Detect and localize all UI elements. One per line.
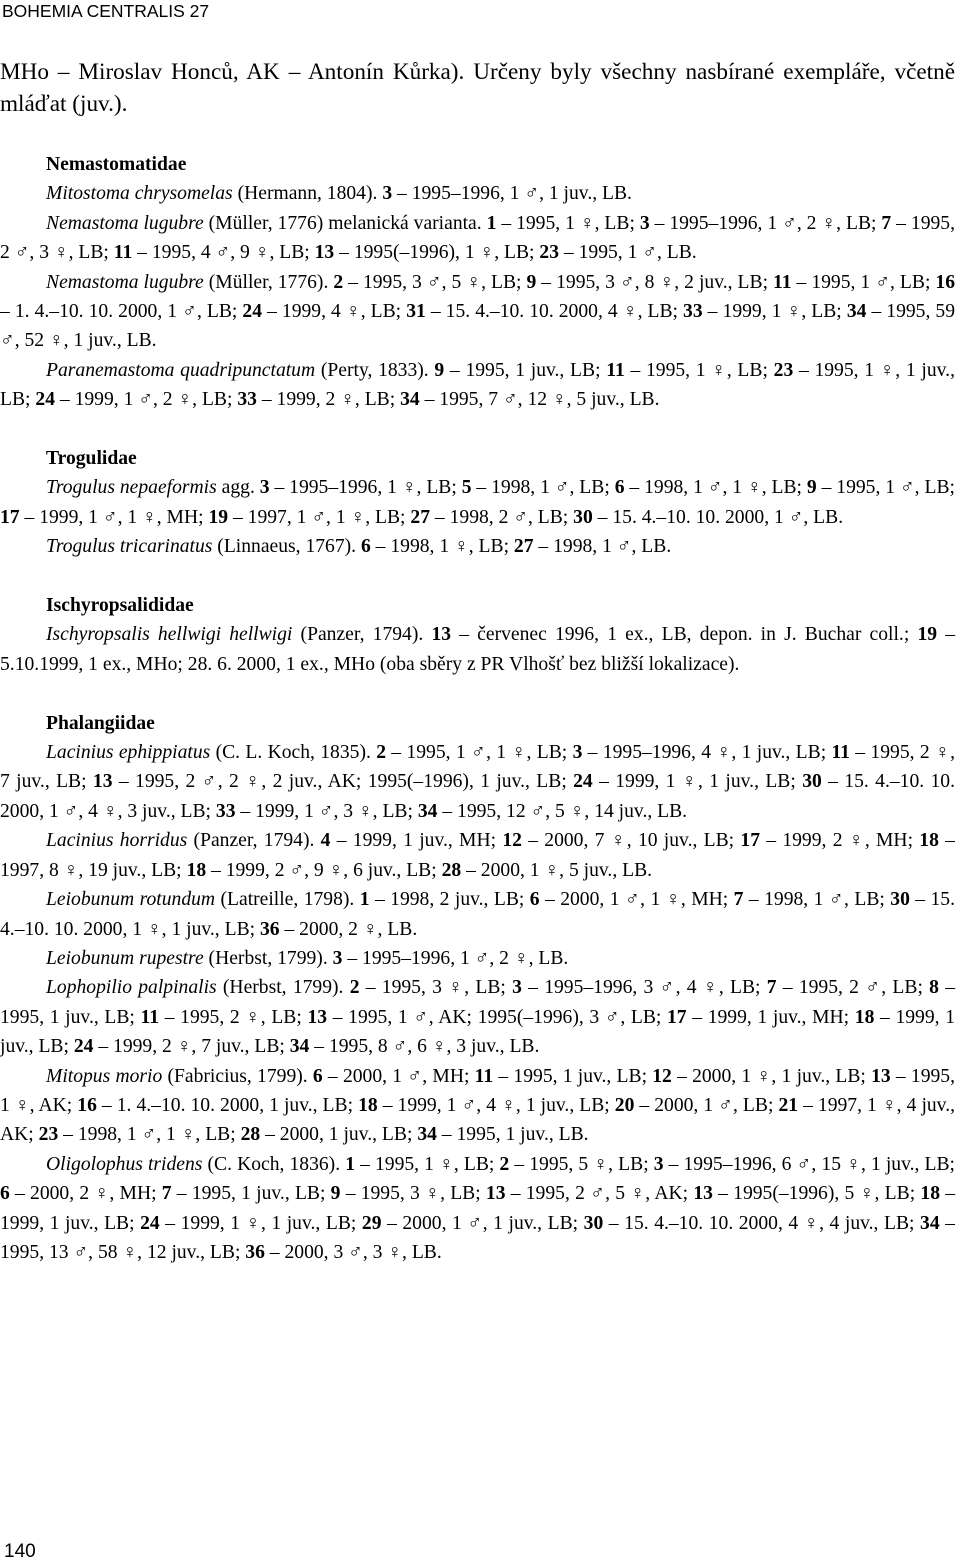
record-text: – 1995–1996, 1 ♂, 1 juv., LB. <box>392 183 632 205</box>
record-text: – 1995, 8 ♂, 6 ♀, 3 juv., LB. <box>309 1036 540 1058</box>
record-text: – 1995(–1996), 5 ♀, LB; <box>712 1183 921 1205</box>
site-number: 36 <box>259 918 280 940</box>
species-name: Leiobunum rupestre <box>46 947 204 969</box>
record-text: – 1995, 1 ♀, LB; <box>624 359 774 381</box>
record-text: – 1997, 1 ♂, 1 ♀, LB; <box>228 506 411 528</box>
record-text: – 1995, 3 ♂, 5 ♀, LB; <box>343 271 527 293</box>
record-text: – 1995–1996, 1 ♂, 2 ♀, LB. <box>342 947 569 969</box>
record-text: – 1995, 1 ♀, 1 juv., LB; <box>0 359 955 411</box>
site-number: 23 <box>773 359 794 381</box>
record-text: (Müller, 1776) melanická varianta. <box>203 212 487 234</box>
record-text: – 2000, 1 ♂, MH; <box>322 1065 475 1087</box>
species-entry <box>0 473 955 532</box>
site-number: 27 <box>513 536 534 558</box>
record-text: – 1999, 2 ♀, LB; <box>256 389 401 411</box>
site-number: 6 <box>312 1065 323 1087</box>
record-text: – 1999, 1 juv., LB; <box>0 1183 956 1234</box>
site-number: 11 <box>831 742 850 764</box>
site-number: 33 <box>683 301 703 323</box>
record-text: – 5.10.1999, 1 ex., MHo; 28. 6. 2000, 1 ex., MHo (oba sběry z PR Vlhošť bez bližší lokalizace). <box>0 624 955 675</box>
species-name: Nemastoma lugubre <box>46 271 204 293</box>
site-number: 4 <box>320 830 331 852</box>
site-number: 17 <box>0 506 20 528</box>
record-text: – červenec 1996, 1 ex., LB, depon. in J. Buchar coll.; <box>451 624 918 646</box>
record-text: (Perty, 1833). <box>315 359 435 381</box>
site-number: 36 <box>245 1241 265 1263</box>
record-text: – 1997, 8 ♀, 19 juv., LB; <box>0 830 955 881</box>
record-text: (Herbst, 1799). <box>203 947 333 969</box>
site-number: 13 <box>431 624 452 646</box>
site-number: 30 <box>583 1212 604 1234</box>
site-number: 1 <box>345 1153 355 1175</box>
record-text: – 1999, 1 ♂, 2 ♀, LB; <box>54 389 238 411</box>
site-number: 18 <box>920 1183 940 1205</box>
record-text: – 1995, 3 ♀, LB; <box>359 977 513 999</box>
site-number: 24 <box>242 301 263 323</box>
record-text: – 1995, 1 ♀, LB; <box>355 1153 500 1175</box>
record-text: – 1998, 1 ♂, LB; <box>743 889 891 911</box>
family-heading: Trogulidae <box>46 448 137 470</box>
site-number: 7 <box>161 1183 172 1205</box>
site-number: 2 <box>349 977 360 999</box>
site-number: 11 <box>140 1006 160 1028</box>
record-text: – 1997, 1 ♀, 4 juv., AK; <box>0 1094 956 1146</box>
record-text: – 1995, 3 ♂, 8 ♀, 2 juv., LB; <box>536 271 774 293</box>
site-number: 13 <box>871 1065 891 1087</box>
record-text: – 15. 4.–10. 10. 2000, 1 ♂, LB. <box>592 506 844 528</box>
site-number: 24 <box>35 389 55 411</box>
species-entry <box>0 620 955 679</box>
site-number: 17 <box>740 830 760 852</box>
site-number: 11 <box>606 359 625 381</box>
species-entry <box>0 209 955 268</box>
site-number: 13 <box>693 1183 713 1205</box>
site-number: 1 <box>359 889 370 911</box>
record-text: (Herbst, 1799). <box>216 977 350 999</box>
site-number: 11 <box>474 1065 494 1087</box>
record-text: – 1995, 2 ♂, LB; <box>776 977 930 999</box>
site-number: 16 <box>935 271 955 293</box>
record-text: – 1995, 1 ♂, AK; 1995(–1996), 3 ♂, LB; <box>327 1006 667 1028</box>
record-text: – 1995, 13 ♂, 58 ♀, 12 juv., LB; <box>0 1212 955 1263</box>
record-text: – 1999, 1 ♀, 1 juv., LB; <box>592 771 803 793</box>
site-number: 33 <box>237 389 257 411</box>
record-text: agg. <box>216 477 260 499</box>
site-number: 31 <box>406 301 426 323</box>
site-number: 24 <box>140 1212 160 1234</box>
site-number: 24 <box>573 771 593 793</box>
record-text: – 1999, 1 ♂, 1 ♀, MH; <box>19 506 209 528</box>
record-text: – 1995, 1 juv., LB. <box>436 1124 589 1146</box>
record-text: – 2000, 1 ♂, 1 juv., LB; <box>381 1212 584 1234</box>
site-number: 16 <box>77 1094 97 1116</box>
record-text: – 1998, 2 juv., LB; <box>369 889 530 911</box>
species-list <box>0 150 955 1267</box>
species-entry <box>0 1062 955 1150</box>
record-text: (Panzer, 1794). <box>187 830 321 852</box>
record-text: – 1995(–1996), 1 ♀, LB; <box>334 242 540 264</box>
species-entry <box>0 356 955 415</box>
record-text: – 1999, 2 ♀, 7 juv., LB; <box>93 1036 290 1058</box>
site-number: 2 <box>499 1153 510 1175</box>
record-text: – 1999, 1 ♀, 1 juv., LB; <box>159 1212 362 1234</box>
site-number: 11 <box>773 271 792 293</box>
site-number: 27 <box>410 506 430 528</box>
site-number: 28 <box>441 859 462 881</box>
record-text: – 1999, 4 ♀, LB; <box>262 301 407 323</box>
record-text: (C. Koch, 1836). <box>202 1153 346 1175</box>
species-name: Mitostoma chrysomelas <box>46 183 233 205</box>
site-number: 11 <box>113 242 133 264</box>
record-text: – 1999, 1 juv., LB; <box>0 1006 955 1058</box>
site-number: 7 <box>881 212 892 234</box>
record-text: – 2000, 1 juv., LB; <box>260 1124 418 1146</box>
record-text: – 2000, 1 ♂, LB; <box>634 1094 779 1116</box>
record-text: – 1995–1996, 3 ♂, 4 ♀, LB; <box>521 977 767 999</box>
record-text: – 1995, 7 ♂, 12 ♀, 5 juv., LB. <box>419 389 660 411</box>
record-text: (Müller, 1776). <box>203 271 334 293</box>
site-number: 13 <box>307 1006 328 1028</box>
species-entry <box>0 738 955 826</box>
record-text: – 2000, 2 ♀, LB. <box>279 918 418 940</box>
record-text: – 15. 4.–10. 10. 2000, 1 ♂, 4 ♀, 3 juv., LB; <box>0 771 955 822</box>
record-text: – 1995, 2 ♂, 3 ♀, LB; <box>0 212 955 264</box>
record-text: – 1999, 2 ♀, MH; <box>760 830 920 852</box>
site-number: 23 <box>539 242 559 264</box>
site-number: 34 <box>846 301 867 323</box>
site-number: 24 <box>73 1036 94 1058</box>
site-number: 18 <box>358 1094 378 1116</box>
page-number: 140 <box>4 1541 36 1562</box>
site-number: 19 <box>208 506 229 528</box>
site-number: 3 <box>382 183 393 205</box>
record-text: (Linnaeus, 1767). <box>212 536 361 558</box>
site-number: 6 <box>0 1183 10 1205</box>
family-heading: Ischyropsalididae <box>46 595 194 617</box>
record-text: – 2000, 2 ♀, MH; <box>9 1183 162 1205</box>
record-text: – 1995, 59 ♂, 52 ♀, 1 juv., LB. <box>0 301 956 352</box>
record-text: – 1999, 2 ♂, 9 ♀, 6 juv., LB; <box>206 859 442 881</box>
record-text: – 1998, 1 ♀, LB; <box>370 536 514 558</box>
site-number: 9 <box>434 359 445 381</box>
record-text: – 2000, 1 ♂, 1 ♀, MH; <box>539 889 734 911</box>
species-name: Mitopus morio <box>46 1065 163 1087</box>
record-text: – 1998, 1 ♂, 1 ♀, LB; <box>624 477 807 499</box>
site-number: 9 <box>526 271 537 293</box>
record-text: – 15. 4.–10. 10. 2000, 4 ♀, LB; <box>425 301 684 323</box>
record-text: – 1999, 1 juv., MH; <box>686 1006 855 1028</box>
record-text: – 1998, 1 ♂, LB; <box>471 477 615 499</box>
site-number: 19 <box>917 624 938 646</box>
site-number: 9 <box>806 477 817 499</box>
record-text: (Panzer, 1794). <box>292 624 432 646</box>
site-number: 1 <box>486 212 497 234</box>
site-number: 9 <box>330 1183 341 1205</box>
site-number: 3 <box>572 742 583 764</box>
site-number: 2 <box>333 271 344 293</box>
record-text: – 1995, 1 ♂, LB; <box>816 477 955 499</box>
site-number: 29 <box>361 1212 382 1234</box>
record-text: – 1995, 1 ♀, LB; <box>496 212 640 234</box>
site-number: 20 <box>614 1094 635 1116</box>
species-entry <box>0 944 955 973</box>
record-text: – 1995, 1 ♂, LB. <box>559 242 697 264</box>
site-number: 34 <box>289 1036 310 1058</box>
site-number: 33 <box>215 800 236 822</box>
site-number: 30 <box>890 889 910 911</box>
site-number: 34 <box>920 1212 940 1234</box>
record-text: – 1998, 1 ♂, LB. <box>533 536 672 558</box>
site-number: 3 <box>332 947 343 969</box>
species-name: Trogulus tricarinatus <box>46 536 213 558</box>
record-text: – 1999, 1 ♀, LB; <box>702 301 847 323</box>
site-number: 12 <box>502 830 522 852</box>
site-number: 34 <box>417 800 438 822</box>
site-number: 13 <box>485 1183 506 1205</box>
record-text: – 1995–1996, 1 ♀, LB; <box>269 477 462 499</box>
species-entry <box>0 973 955 1061</box>
record-text: – 2000, 1 ♀, 1 juv., LB; <box>671 1065 872 1087</box>
species-name: Paranemastoma quadripunctatum <box>46 359 316 381</box>
site-number: 18 <box>186 859 207 881</box>
record-text: – 1. 4.–10. 10. 2000, 1 ♂, LB; <box>0 301 243 323</box>
species-entry <box>0 885 955 944</box>
record-text: – 1995, 3 ♀, LB; <box>340 1183 486 1205</box>
record-text: (Hermann, 1804). <box>232 183 383 205</box>
record-text: – 1995, 1 juv., LB; <box>0 977 955 1028</box>
record-text: – 1995, 2 ♂, 5 ♀, AK; <box>505 1183 694 1205</box>
site-number: 7 <box>766 977 777 999</box>
species-name: Lacinius ephippiatus <box>46 742 211 764</box>
species-entry <box>0 1150 955 1268</box>
site-number: 12 <box>652 1065 672 1087</box>
site-number: 3 <box>653 1153 664 1175</box>
site-number: 6 <box>360 536 371 558</box>
record-text: – 1998, 1 ♂, 1 ♀, LB; <box>58 1124 241 1146</box>
running-header: BOHEMIA CENTRALIS 27 <box>2 1 210 21</box>
record-text: – 1995, 12 ♂, 5 ♀, 14 juv., LB. <box>437 800 688 822</box>
record-text: – 1995–1996, 4 ♀, 1 juv., LB; <box>582 742 832 764</box>
site-number: 18 <box>919 830 939 852</box>
document-body <box>0 56 955 1267</box>
record-text: – 2000, 7 ♀, 10 juv., LB; <box>521 830 741 852</box>
record-text: – 1995, 1 juv., LB; <box>444 359 607 381</box>
site-number: 21 <box>778 1094 799 1116</box>
site-number: 8 <box>929 977 939 999</box>
site-number: 30 <box>573 506 593 528</box>
site-number: 3 <box>512 977 522 999</box>
record-text: – 1995, 1 ♂, LB; <box>791 271 936 293</box>
record-text: – 15. 4.–10. 10. 2000, 4 ♀, 4 juv., LB; <box>603 1212 921 1234</box>
record-text: – 1995, 1 ♀, AK; <box>0 1065 956 1116</box>
record-text: – 1995, 2 ♀, 7 juv., LB; <box>0 742 955 793</box>
family-heading: Nemastomatidae <box>46 154 187 175</box>
site-number: 2 <box>376 742 386 764</box>
species-name: Leiobunum rotundum <box>46 889 216 911</box>
species-name: Ischyropsalis hellwigi hellwigi <box>46 624 293 646</box>
site-number: 6 <box>614 477 625 499</box>
species-name: Lacinius horridus <box>46 830 188 852</box>
site-number: 34 <box>417 1124 437 1146</box>
record-text: (C. L. Koch, 1835). <box>210 742 377 764</box>
record-text: – 1995–1996, 6 ♂, 15 ♀, 1 juv., LB; <box>663 1153 955 1175</box>
site-number: 6 <box>529 889 540 911</box>
record-text: – 1995, 2 ♀, LB; <box>159 1006 308 1028</box>
record-text: – 2000, 3 ♂, 3 ♀, LB. <box>264 1241 442 1263</box>
site-number: 30 <box>802 771 822 793</box>
record-text: – 1995, 5 ♀, LB; <box>509 1153 654 1175</box>
record-text: – 15. 4.–10. 10. 2000, 1 ♀, 1 juv., LB; <box>0 889 955 940</box>
species-entry <box>0 826 955 885</box>
site-number: 23 <box>38 1124 59 1146</box>
species-name: Nemastoma lugubre <box>46 212 204 234</box>
record-text: – 1999, 1 ♂, 4 ♀, 1 juv., LB; <box>377 1094 615 1116</box>
record-text: – 1995, 4 ♂, 9 ♀, LB; <box>132 242 315 264</box>
species-name: Trogulus nepaeformis <box>46 477 217 499</box>
record-text: – 1. 4.–10. 10. 2000, 1 juv., LB; <box>96 1094 359 1116</box>
record-text: – 1999, 1 juv., MH; <box>330 830 503 852</box>
record-text: – 1999, 1 ♂, 3 ♀, LB; <box>235 800 418 822</box>
record-text: – 1995, 1 ♂, 1 ♀, LB; <box>385 742 573 764</box>
site-number: 18 <box>854 1006 875 1028</box>
record-text: – 1995, 1 juv., LB; <box>493 1065 653 1087</box>
site-number: 3 <box>259 477 270 499</box>
intro-paragraph: MHo – Miroslav Honců, AK – Antonín Kůrka). Určeny byly všechny nasbírané exempláře, včetně mláďat (juv.). <box>0 59 955 117</box>
site-number: 28 <box>240 1124 261 1146</box>
species-name: Oligolophus tridens <box>46 1153 203 1175</box>
site-number: 13 <box>92 771 113 793</box>
species-entry <box>0 179 955 208</box>
record-text: – 1995, 1 juv., LB; <box>171 1183 331 1205</box>
species-name: Lophopilio palpinalis <box>46 977 217 999</box>
record-text: – 1998, 2 ♂, LB; <box>430 506 574 528</box>
record-text: – 2000, 1 ♀, 5 juv., LB. <box>461 859 653 881</box>
site-number: 13 <box>314 242 335 264</box>
species-entry <box>0 532 955 561</box>
record-text: (Fabricius, 1799). <box>162 1065 313 1087</box>
record-text: (Latreille, 1798). <box>215 889 360 911</box>
site-number: 5 <box>461 477 472 499</box>
family-heading: Phalangiidae <box>46 712 155 734</box>
record-text: – 1995, 2 ♂, 2 ♀, 2 juv., AK; 1995(–1996), 1 juv., LB; <box>112 771 574 793</box>
site-number: 34 <box>400 389 420 411</box>
species-entry <box>0 268 955 356</box>
record-text: – 1995–1996, 1 ♂, 2 ♀, LB; <box>649 212 882 234</box>
site-number: 17 <box>667 1006 687 1028</box>
site-number: 3 <box>639 212 650 234</box>
site-number: 7 <box>733 889 744 911</box>
